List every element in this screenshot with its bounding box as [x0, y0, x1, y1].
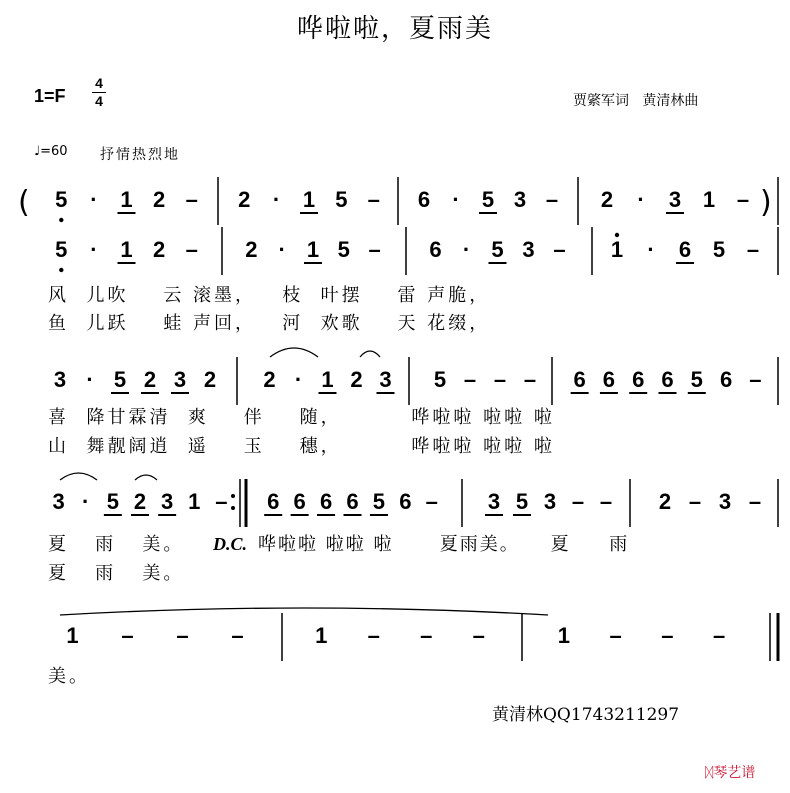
- note: 3: [53, 367, 67, 392]
- lyric-line: 美。: [48, 666, 90, 687]
- note: 1: [610, 237, 624, 262]
- note: 1: [188, 489, 201, 514]
- sustain-dash: –: [176, 623, 189, 648]
- slur: [60, 473, 97, 480]
- note: 5: [55, 187, 68, 212]
- sustain-dash: –: [231, 623, 244, 648]
- dot-rhythm: ·: [272, 187, 281, 212]
- note: 6: [417, 187, 431, 212]
- page-title: 哗啦啦，夏雨美: [296, 14, 493, 44]
- sustain-dash: –: [553, 237, 566, 262]
- note: 1: [557, 623, 570, 648]
- sustain-dash: –: [749, 367, 762, 392]
- dot-rhythm: ·: [462, 237, 471, 262]
- credits: 贾綮军词 黄清林曲: [573, 93, 699, 109]
- note: 3: [718, 489, 732, 514]
- sustain-dash: –: [121, 623, 134, 648]
- key-signature: 1=F: [34, 86, 66, 106]
- note: 5: [113, 367, 127, 392]
- octave-dot-below: [59, 218, 63, 222]
- sustain-dash: –: [746, 237, 760, 262]
- note: 2: [152, 237, 166, 262]
- dc-lyric-line: 哗啦啦 啦啦 啦 夏雨美。 夏 雨: [258, 534, 630, 555]
- note: 6: [719, 367, 733, 392]
- octave-dot-above: [615, 233, 619, 237]
- note: 5: [712, 237, 726, 262]
- sustain-dash: –: [425, 489, 438, 514]
- dot-rhythm: ·: [637, 187, 645, 212]
- note: 3: [513, 187, 527, 212]
- note: 1: [302, 187, 316, 212]
- time-signature-bottom: 4: [95, 93, 103, 109]
- dot-rhythm: ·: [90, 187, 98, 212]
- sustain-dash: –: [367, 187, 380, 212]
- note: 2: [245, 237, 258, 262]
- note: 3: [52, 489, 65, 514]
- note: 2: [658, 489, 672, 514]
- repeat-close-paren: ): [760, 185, 772, 220]
- note: 6: [319, 489, 333, 514]
- note: 3: [668, 187, 682, 212]
- slur: [360, 351, 380, 357]
- repeat-dot: [231, 506, 235, 510]
- note: 3: [161, 489, 174, 514]
- dot-rhythm: ·: [294, 367, 303, 392]
- expression-marking: 抒情热烈地: [100, 147, 180, 163]
- note: 2: [263, 367, 276, 392]
- sustain-dash: –: [571, 489, 585, 514]
- lyric-line: 喜 降甘霖清 爽 伴 随， 哗啦啦 啦啦 啦: [48, 407, 555, 428]
- lyric-line: 风 儿吹 云 滚墨， 枝 叶摆 雷 声脆，: [48, 285, 491, 306]
- sustain-dash: –: [748, 489, 762, 514]
- sustain-dash: –: [215, 489, 228, 514]
- note: 6: [267, 489, 280, 514]
- sustain-dash: –: [661, 623, 674, 648]
- note: 3: [379, 367, 392, 392]
- note: 5: [481, 187, 495, 212]
- time-signature-top: 4: [95, 75, 103, 91]
- sustain-dash: –: [185, 237, 198, 262]
- note: 2: [238, 187, 251, 212]
- note: 2: [350, 367, 363, 392]
- note: 2: [143, 367, 157, 392]
- note: 6: [293, 489, 306, 514]
- brand-icon: ᛞ: [705, 765, 714, 781]
- note: 5: [106, 489, 119, 514]
- note: 6: [678, 237, 692, 262]
- lyric-line: 夏 雨 美。: [48, 563, 185, 584]
- note: 6: [346, 489, 359, 514]
- dot-rhythm: ·: [90, 237, 98, 262]
- lyric-line: 鱼 儿跃 蛙 声回， 河 欢歌 天 花缀，: [48, 313, 491, 334]
- note: 1: [321, 367, 334, 392]
- note: 5: [337, 237, 350, 262]
- dc-marker: D.C.: [213, 534, 248, 554]
- sustain-dash: –: [463, 367, 477, 392]
- sustain-dash: –: [523, 367, 537, 392]
- note: 6: [661, 367, 674, 392]
- brand-label: 琴艺谱: [713, 765, 756, 781]
- sustain-dash: –: [545, 187, 559, 212]
- note: 1: [120, 237, 133, 262]
- sustain-dash: –: [420, 623, 433, 648]
- sustain-dash: –: [368, 237, 381, 262]
- note: 5: [491, 237, 504, 262]
- dot-rhythm: ·: [647, 237, 655, 262]
- note: 1: [315, 623, 328, 648]
- note: 1: [66, 623, 79, 648]
- note: 5: [335, 187, 348, 212]
- dot-rhythm: ·: [278, 237, 286, 262]
- note: 3: [543, 489, 557, 514]
- note: 1: [120, 187, 133, 212]
- dot-rhythm: ·: [86, 367, 94, 392]
- sustain-dash: –: [713, 623, 726, 648]
- note: 5: [690, 367, 703, 392]
- note: 5: [372, 489, 386, 514]
- note: 5: [55, 237, 68, 262]
- tie: [60, 608, 548, 615]
- note: 6: [429, 237, 442, 262]
- note: 6: [602, 367, 616, 392]
- sustain-dash: –: [472, 623, 485, 648]
- note: 3: [487, 489, 501, 514]
- note: 2: [203, 367, 217, 392]
- note: 1: [306, 237, 320, 262]
- slur: [135, 475, 157, 480]
- note: 3: [173, 367, 187, 392]
- lyric-line: 山 舞靓阔逍 遥 玉 穗， 哗啦啦 啦啦 啦: [48, 436, 555, 457]
- note: 6: [399, 489, 412, 514]
- sustain-dash: –: [688, 489, 702, 514]
- note: 3: [522, 237, 535, 262]
- note: 6: [573, 367, 586, 392]
- slur: [270, 348, 318, 357]
- note: 2: [600, 187, 614, 212]
- dot-rhythm: ·: [452, 187, 460, 212]
- note: 6: [632, 367, 645, 392]
- sustain-dash: –: [185, 187, 198, 212]
- sustain-dash: –: [599, 489, 613, 514]
- sustain-dash: –: [367, 623, 380, 648]
- octave-dot-below: [59, 268, 63, 272]
- dot-rhythm: ·: [82, 489, 90, 514]
- note: 2: [152, 187, 166, 212]
- repeat-dot: [231, 494, 235, 498]
- note: 5: [515, 489, 529, 514]
- sustain-dash: –: [736, 187, 750, 212]
- sustain-dash: –: [609, 623, 622, 648]
- note: 1: [702, 187, 716, 212]
- sustain-dash: –: [493, 367, 507, 392]
- lyric-line: 夏 雨 美。: [48, 534, 185, 555]
- repeat-open-paren: (: [18, 185, 30, 220]
- tempo-marking: ♩=60: [34, 144, 68, 159]
- note: 5: [433, 367, 447, 392]
- note: 2: [133, 489, 147, 514]
- copyright-text: 黄清林QQ1743211297: [492, 705, 680, 725]
